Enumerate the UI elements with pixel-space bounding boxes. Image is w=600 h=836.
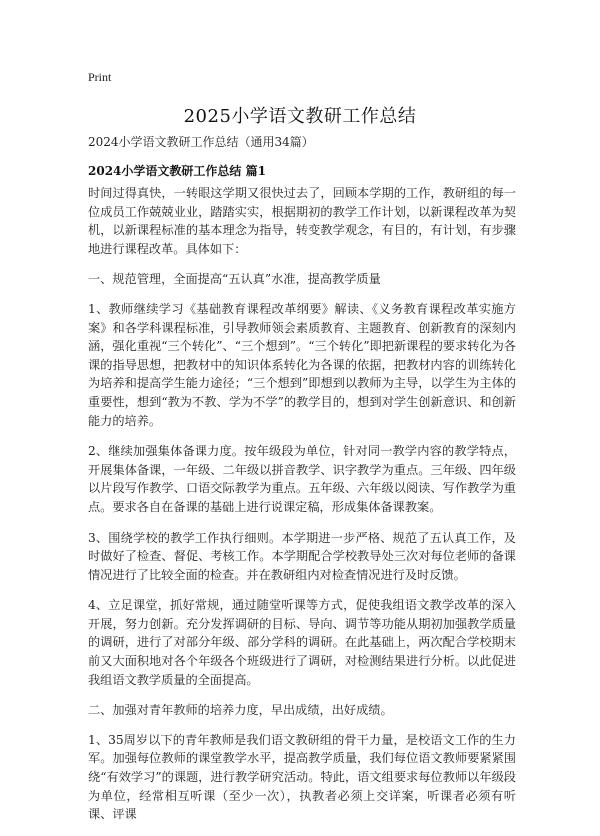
paragraph-item-1: 1、教师继续学习《基础教育课程改革纲要》解读、《义务教育课程改革实施方案》和各学科课程标准，引导教师领会素质教育、主题教育、创新教育的深刻内涵，强化重视“三个转化”、“三个想到”。“三个转化”即把新课程的要求转化为各课的指导思想，把教材中的知识体系转化为各课的依据，把教材内容的训练转化为培养和提高学生能力途径；“三个想到”即想到以教师为主导，以学生为主体的重要性，想到“教为不教、学为不学”的教学目的，想到对学生创新意识、和创新能力的培养。 xyxy=(88,301,516,428)
paragraph-part-two-item-1: 1、35周岁以下的青年教师是我们语文教研组的骨干力量，是校语文工作的生力军。加强每位教师的课堂教学水平，提高教学质量，我们每位语文教师要紧紧围绕“有效学习”的课题，进行教学研究活动。特此，语文组要求每位教师以年级段为单位，经常相互听课（至少一次），执教者必须上交详案，听课者必须有听课、评课 xyxy=(88,732,516,822)
paragraph-item-4: 4、立足课堂，抓好常规，通过随堂听课等方式，促使我组语文教学改革的深入开展，努力创新。充分发挥调研的目标、导向、调节等功能从期初加强教学质量的调研，进行了对部分年级、部分学科的调研。在此基础上，两次配合学校期末前又大面积地对各个年级各个班级进行了调研，对检测结果进行分析。以此促进我组语文教学质量的全面提高。 xyxy=(88,598,516,687)
paragraph-intro: 时间过得真快，一转眼这学期又很快过去了，回顾本学期的工作，教研组的每一位成员工作兢兢业业，踏踏实实，根据期初的教学工作计划，以新课程改革为契机，以新课程标准的基本理念为指导，转变教学观念，有目的，有计划，有步骤地进行课程改革。具体如下： xyxy=(88,186,516,256)
paragraph-item-2: 2、继续加强集体备课力度。按年级段为单位，针对同一教学内容的教学特点，开展集体备课，一年级、二年级以拼音教学、识字教学为重点。三年级、四年级以片段写作教学、口语交际教学为重点。五年级、六年级以阅读、写作教学为重点。要求各自在备课的基础上进行说课定稿，形成集体备课教案。 xyxy=(88,444,516,514)
paragraph-item-3: 3、围绕学校的教学工作执行细则。本学期进一步严格、规范了五认真工作，及时做好了检查、督促、考核工作。本学期配合学校教导处三次对每位老师的备课情况进行了比较全面的检查。并在教研组内对检查情况进行及时反馈。 xyxy=(88,530,516,582)
document-body xyxy=(88,184,516,836)
heading-part-two: 二、加强对青年教师的培养力度，早出成绩，出好成绩。 xyxy=(88,703,393,718)
document-subtitle: 2024小学语文教研工作总结（通用34篇） xyxy=(88,135,314,149)
section-heading: 2024小学语文教研工作总结 篇1 xyxy=(88,164,266,178)
page-title: 2025小学语文教研工作总结 xyxy=(183,106,417,127)
print-link[interactable]: Print xyxy=(88,70,112,84)
heading-part-one: 一、规范管理，全面提高“五认真”水准，提高教学质量 xyxy=(88,272,381,287)
